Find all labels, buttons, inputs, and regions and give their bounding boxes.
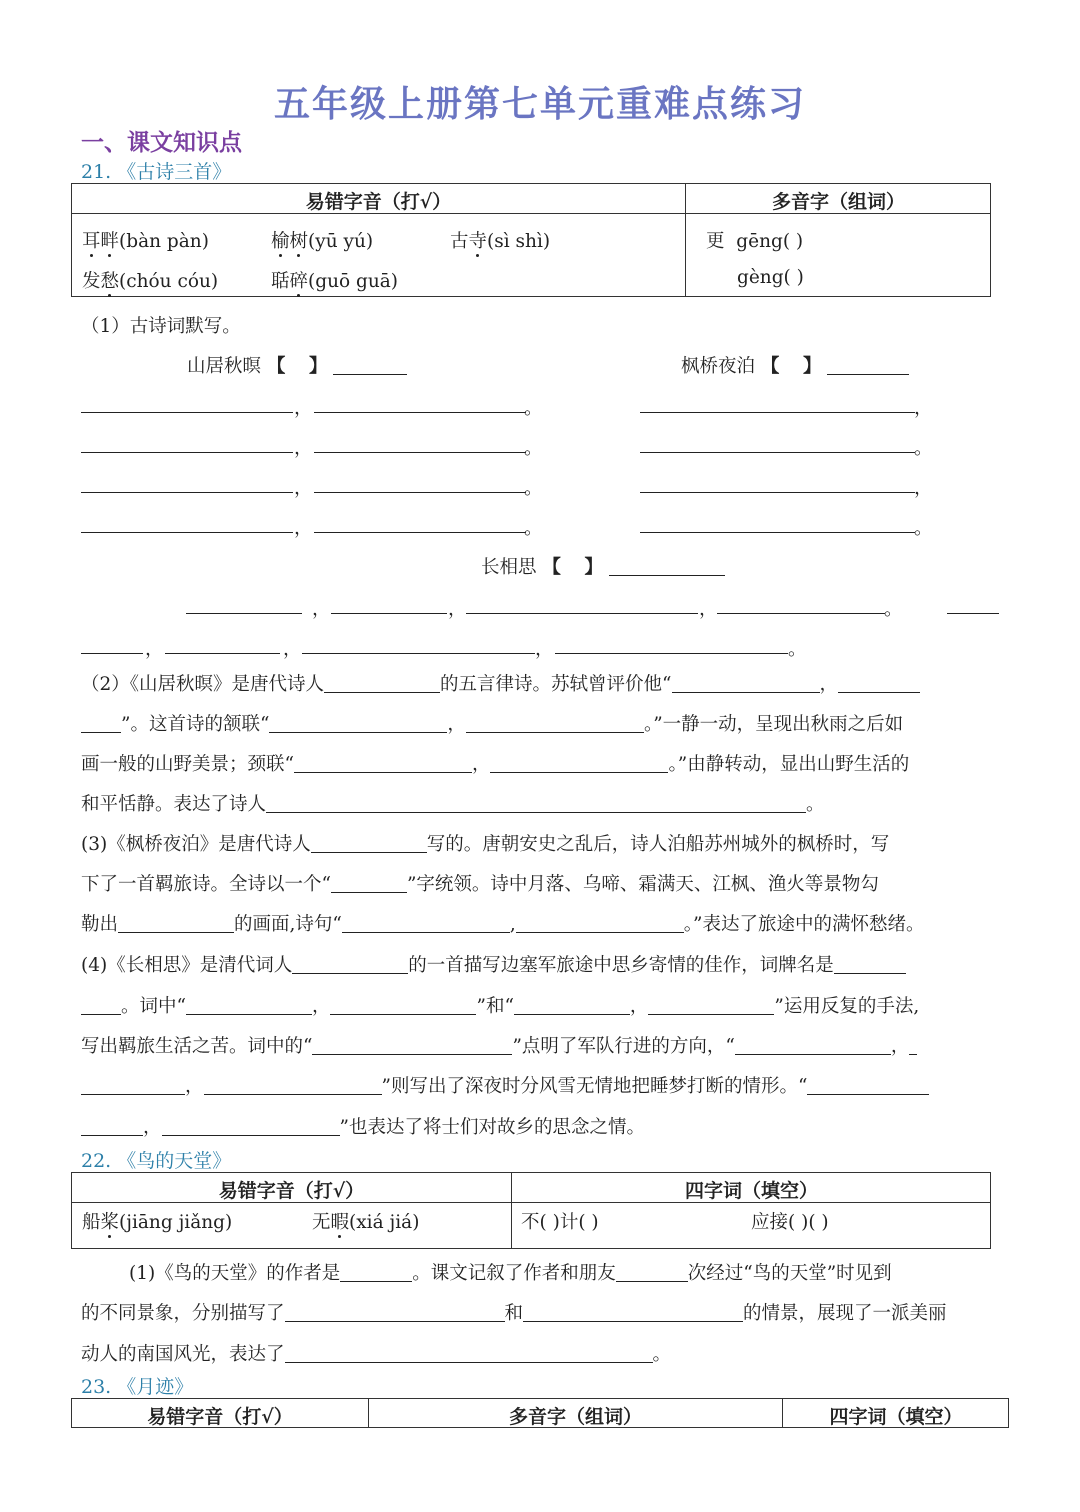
question-1-label: （1）古诗词默写。	[81, 316, 241, 337]
punct: 。	[914, 438, 933, 459]
polyphone-char: 更 gēng( )	[706, 231, 804, 252]
pron-item: 无暇(xiá jiá)	[312, 1212, 420, 1233]
punct: ，	[312, 599, 331, 620]
question-2-line1: （2）《山居秋暝》是唐代诗人 的五言律诗。苏轼曾评价他“ ，	[81, 665, 920, 705]
answer-line[interactable]	[314, 452, 526, 453]
punct: ，	[914, 398, 933, 419]
answer-line[interactable]	[640, 532, 915, 533]
table-header-polyphone: 多音字（组词）	[508, 1406, 642, 1428]
answer-line[interactable]	[165, 653, 280, 654]
answer-line[interactable]	[81, 653, 143, 654]
answer-line[interactable]	[555, 653, 788, 654]
punct: 。	[524, 398, 543, 419]
page-title: 五年级上册第七单元重难点练习	[273, 84, 806, 125]
lesson-22-heading: 22. 《鸟的天堂》	[81, 1150, 232, 1172]
question-2-line4: 和平恬静。表达了诗人 。	[81, 794, 825, 815]
question-3-line3: 勒出 的画面,诗句“ , 。”表达了旅途中的满怀愁绪。	[81, 914, 925, 935]
punct: ，	[448, 599, 467, 620]
table-header-pronunciation: 易错字音（打√）	[305, 191, 452, 213]
answer-line[interactable]	[640, 492, 915, 493]
lesson-21-heading: 21. 《古诗三首》	[81, 161, 232, 183]
table-header-pronunciation: 易错字音（打√）	[147, 1406, 293, 1428]
question-4-line1: (4)《长相思》是清代词人 的一首描写边塞军旅途中思乡寄情的佳作，词牌名是	[81, 946, 906, 986]
question-4-line5: ， ”也表达了将士们对故乡的思念之情。	[81, 1108, 645, 1148]
poem-title-shanju: 山居秋暝 【 】	[187, 352, 407, 378]
answer-line[interactable]	[640, 452, 915, 453]
lesson-22-q1-line2: 的不同景象，分别描写了 和 的情景，展现了一派美丽	[81, 1303, 947, 1324]
answer-line[interactable]	[314, 412, 526, 413]
idiom-blank: 应接( )( )	[751, 1212, 829, 1233]
pron-item: 耳畔(bàn pàn)	[82, 231, 209, 252]
answer-line[interactable]	[717, 613, 885, 614]
polyphone-answer: gèng( )	[737, 267, 804, 288]
answer-line[interactable]	[302, 653, 535, 654]
question-4-line4: ， ”则写出了深夜时分风雪无情地把睡梦打断的情形。“	[81, 1067, 929, 1107]
answer-line[interactable]	[81, 532, 293, 533]
lesson-22-q1-line1: (1)《鸟的天堂》的作者是 。课文记叙了作者和朋友 次经过“鸟的天堂”时见到	[129, 1263, 892, 1284]
punct: ，	[294, 518, 313, 539]
answer-line[interactable]	[81, 412, 293, 413]
idiom-blank: 不( )计( )	[521, 1212, 599, 1233]
punct: ，	[145, 639, 164, 660]
question-4-line3: 写出羁旅生活之苦。词中的“ ”点明了军队行进的方向，“ ，	[81, 1027, 917, 1067]
punct: 。	[524, 518, 543, 539]
question-2-line2: ”。这首诗的颔联“ ， 。”一静一动，呈现出秋雨之后如	[81, 705, 903, 745]
punct: 。	[914, 518, 933, 539]
answer-line[interactable]	[81, 492, 293, 493]
punct: ，	[914, 478, 933, 499]
answer-line[interactable]	[81, 452, 293, 453]
punct: ，	[294, 398, 313, 419]
pron-item: 聒碎(guō guā)	[271, 271, 399, 292]
question-2-line3: 画一般的山野美景；颈联“ ， 。”由静转动，显出山野生活的	[81, 754, 910, 775]
answer-line[interactable]	[947, 613, 999, 614]
table-header-polyphone: 多音字（组词）	[771, 191, 905, 213]
lesson-23-table	[71, 1398, 1009, 1428]
punct: 。	[524, 478, 543, 499]
punct: ，	[294, 478, 313, 499]
punct: ，	[535, 639, 554, 660]
answer-line[interactable]	[331, 613, 447, 614]
poem-title-fengqiao: 枫桥夜泊 【 】	[681, 352, 909, 378]
answer-line[interactable]	[640, 412, 915, 413]
question-3-line2: 下了一首羁旅诗。全诗以一个“ ”字统领。诗中月落、乌啼、霜满天、江枫、渔火等景物勾	[81, 874, 879, 895]
poem-title-changxiangsi: 长相思 【 】	[481, 553, 725, 579]
pron-item: 发愁(chóu cóu)	[82, 271, 219, 292]
pron-item: 船桨(jiāng jiǎng)	[82, 1212, 233, 1233]
question-4-line2: 。词中“ ， ”和“ ， ”运用反复的手法,	[81, 987, 919, 1027]
lesson-22-q1-line3: 动人的南国风光，表达了 。	[81, 1344, 672, 1365]
punct: ，	[699, 599, 718, 620]
punct: 。	[524, 438, 543, 459]
table-header-idioms: 四字词（填空）	[684, 1180, 818, 1202]
answer-line[interactable]	[466, 613, 698, 614]
punct: ，	[294, 438, 313, 459]
punct: 。	[884, 599, 903, 620]
pron-item: 古寺(sì shì)	[450, 231, 551, 252]
section-heading: 一、课文知识点	[81, 130, 242, 156]
punct: ，	[283, 639, 302, 660]
lesson-23-heading: 23. 《月迹》	[81, 1376, 194, 1398]
question-3-line1: (3)《枫桥夜泊》是唐代诗人 写的。唐朝安史之乱后，诗人泊船苏州城外的枫桥时，写	[81, 834, 890, 855]
punct: 。	[788, 639, 807, 660]
answer-line[interactable]	[314, 532, 526, 533]
table-header-pronunciation: 易错字音（打√）	[218, 1180, 365, 1202]
table-header-idioms: 四字词（填空）	[829, 1406, 963, 1428]
answer-line[interactable]	[314, 492, 526, 493]
pron-item: 榆树(yū yú)	[271, 231, 374, 252]
answer-line[interactable]	[186, 613, 302, 614]
